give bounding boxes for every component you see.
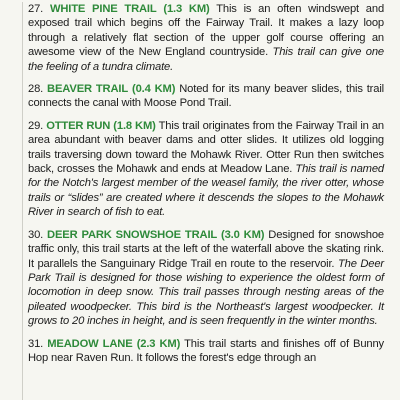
trail-number: 30.	[28, 228, 44, 241]
trail-distance: (1.3 KM)	[163, 3, 210, 15]
trail-distance: (3.0 KM)	[221, 228, 265, 241]
trail-entry-deer-park-snowshoe	[28, 228, 384, 329]
trail-distance: (1.8 KM)	[113, 119, 156, 132]
trail-description: Noted for its many beaver slides, this trail connects the canal with Moose Pond Trail.	[28, 83, 384, 110]
trail-entry-meadow-lane	[28, 337, 384, 366]
trail-description: This trail originates from the Fairway Trail in an area abundant with beaver dams and otter slides. It utilizes old logging trails traversing down toward the Mohawk River. Otter Run then switches back, crosses the Mohawk and ends at Meadow Lane.	[28, 119, 384, 176]
trail-description: This trail starts and finishes off of Bunny Hop near Raven Run. It follows the forest's edge through an	[28, 337, 385, 364]
trail-name: MEADOW LANE	[47, 337, 133, 350]
trail-name: WHITE PINE TRAIL	[49, 3, 157, 15]
trail-name: OTTER RUN	[46, 119, 111, 132]
trail-description: This is an often windswept and exposed trail which begins off the Fairway Trail. It makes a lazy loop through a relatively flat section of the upper golf course offering an awesome view of the New England countryside.	[28, 3, 385, 59]
trail-number: 31.	[28, 337, 44, 350]
trail-description: Designed for snowshoe traffic only, this trail starts at the left of the waterfall above the skating rink. It parallels the Sanguinary Ridge Trail en route to the reservoir.	[28, 228, 384, 270]
trail-number: 28.	[28, 83, 44, 96]
trail-note: The Deer Park Trail is designed for those wishing to experience the oldest form of locomotion in deep snow. This trail passes through nesting areas of the pileated woodpecker. This bird is the Northeast's largest woodpecker. It grows to 20 inches in height, and is seen frequently in the winter months.	[28, 257, 384, 328]
trail-number: 27.	[28, 3, 44, 15]
trail-guide-page	[0, 2, 400, 400]
trail-distance: (0.4 KM)	[132, 83, 176, 96]
trail-name: BEAVER TRAIL	[47, 83, 129, 96]
trail-entry-white-pine	[28, 2, 384, 74]
trail-note: This trail is named for the Notch's largest member of the weasel family, the river otter, whose trails or “slides” are created where it descends the slopes to the Mohawk River in search of fish to eat.	[28, 163, 384, 219]
trail-entry-beaver	[28, 82, 384, 111]
trail-note: This trail can give one the feeling of a tundra climate.	[28, 46, 384, 73]
trail-entry-otter-run	[28, 119, 384, 220]
trail-name: DEER PARK SNOWSHOE TRAIL	[47, 228, 218, 241]
trail-number: 29.	[28, 119, 44, 132]
trail-distance: (2.3 KM)	[136, 337, 181, 350]
